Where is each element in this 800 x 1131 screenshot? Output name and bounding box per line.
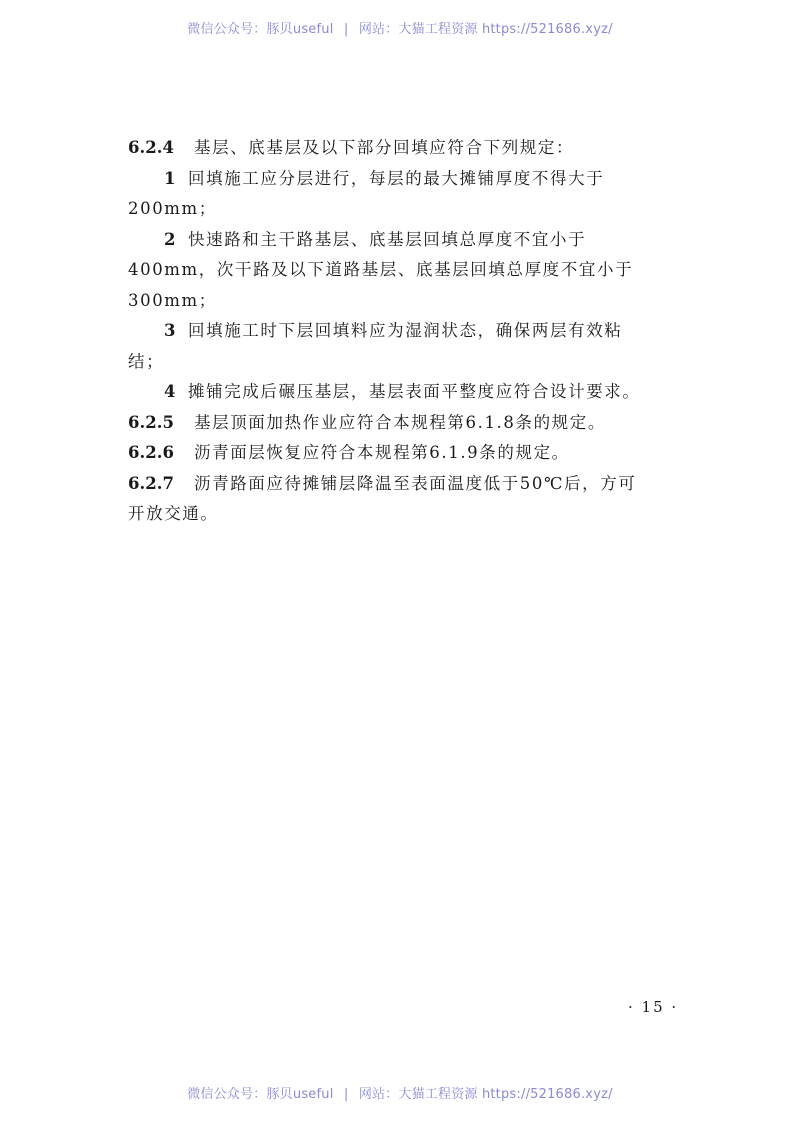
item-3-line-2: 结； [128,351,165,371]
clause-number: 6.2.7 [128,473,174,493]
item-1-line-2: 200mm； [128,199,217,218]
item-text: 回填施工时下层回填料应为湿润状态，确保两层有效粘 [188,321,623,340]
watermark-bottom [0,1083,800,1102]
clause-6-2-4 [128,133,688,164]
clause-text: 沥青面层恢复应符合本规程第6.1.9条的规定。 [194,443,570,462]
item-text: 摊铺完成后碾压基层，基层表面平整度应符合设计要求。 [188,382,641,401]
clause-number: 6.2.6 [128,443,174,462]
watermark-wechat: 微信公众号：豚贝useful [187,22,334,37]
clause-text: 基层顶面加热作业应符合本规程第6.1.8条的规定。 [194,412,606,432]
item-2-line-2: 400mm，次干路及以下道路基层、底基层回填总厚度不宜小于 [128,260,634,279]
item-3-line-1 [128,316,688,347]
item-text: 快速路和主干路基层、底基层回填总厚度不宜小于 [188,229,587,249]
clause-number: 6.2.5 [128,412,174,432]
item-4-line-1 [128,377,688,408]
clause-number: 6.2.4 [128,138,174,157]
item-2-line-1 [128,225,688,256]
item-number: 3 [164,321,176,340]
clause-text: 沥青路面应待摊铺层降温至表面温度低于50℃后，方可 [194,473,637,493]
item-2-line-3: 300mm； [128,290,217,310]
item-number: 4 [164,382,176,401]
page-number: · 15 · [628,998,679,1016]
item-number: 2 [164,229,176,249]
watermark-separator: | [343,1087,349,1102]
watermark-website: 网站：大猫工程资源 https://521686.xyz/ [358,1087,613,1102]
clause-6-2-5 [128,408,688,439]
watermark-top [0,18,800,37]
watermark-wechat: 微信公众号：豚贝useful [187,1087,334,1102]
watermark-website: 网站：大猫工程资源 https://521686.xyz/ [358,22,613,37]
clause-6-2-7-line-2: 开放交通。 [128,504,219,523]
clause-text: 基层、底基层及以下部分回填应符合下列规定： [194,138,575,157]
clause-6-2-6 [128,438,688,469]
document-body [128,133,688,530]
item-1-line-1 [128,164,688,195]
clause-6-2-7 [128,469,688,500]
watermark-separator: | [343,22,349,37]
item-text: 回填施工应分层进行，每层的最大摊铺厚度不得大于 [188,168,605,188]
item-number: 1 [164,168,176,188]
